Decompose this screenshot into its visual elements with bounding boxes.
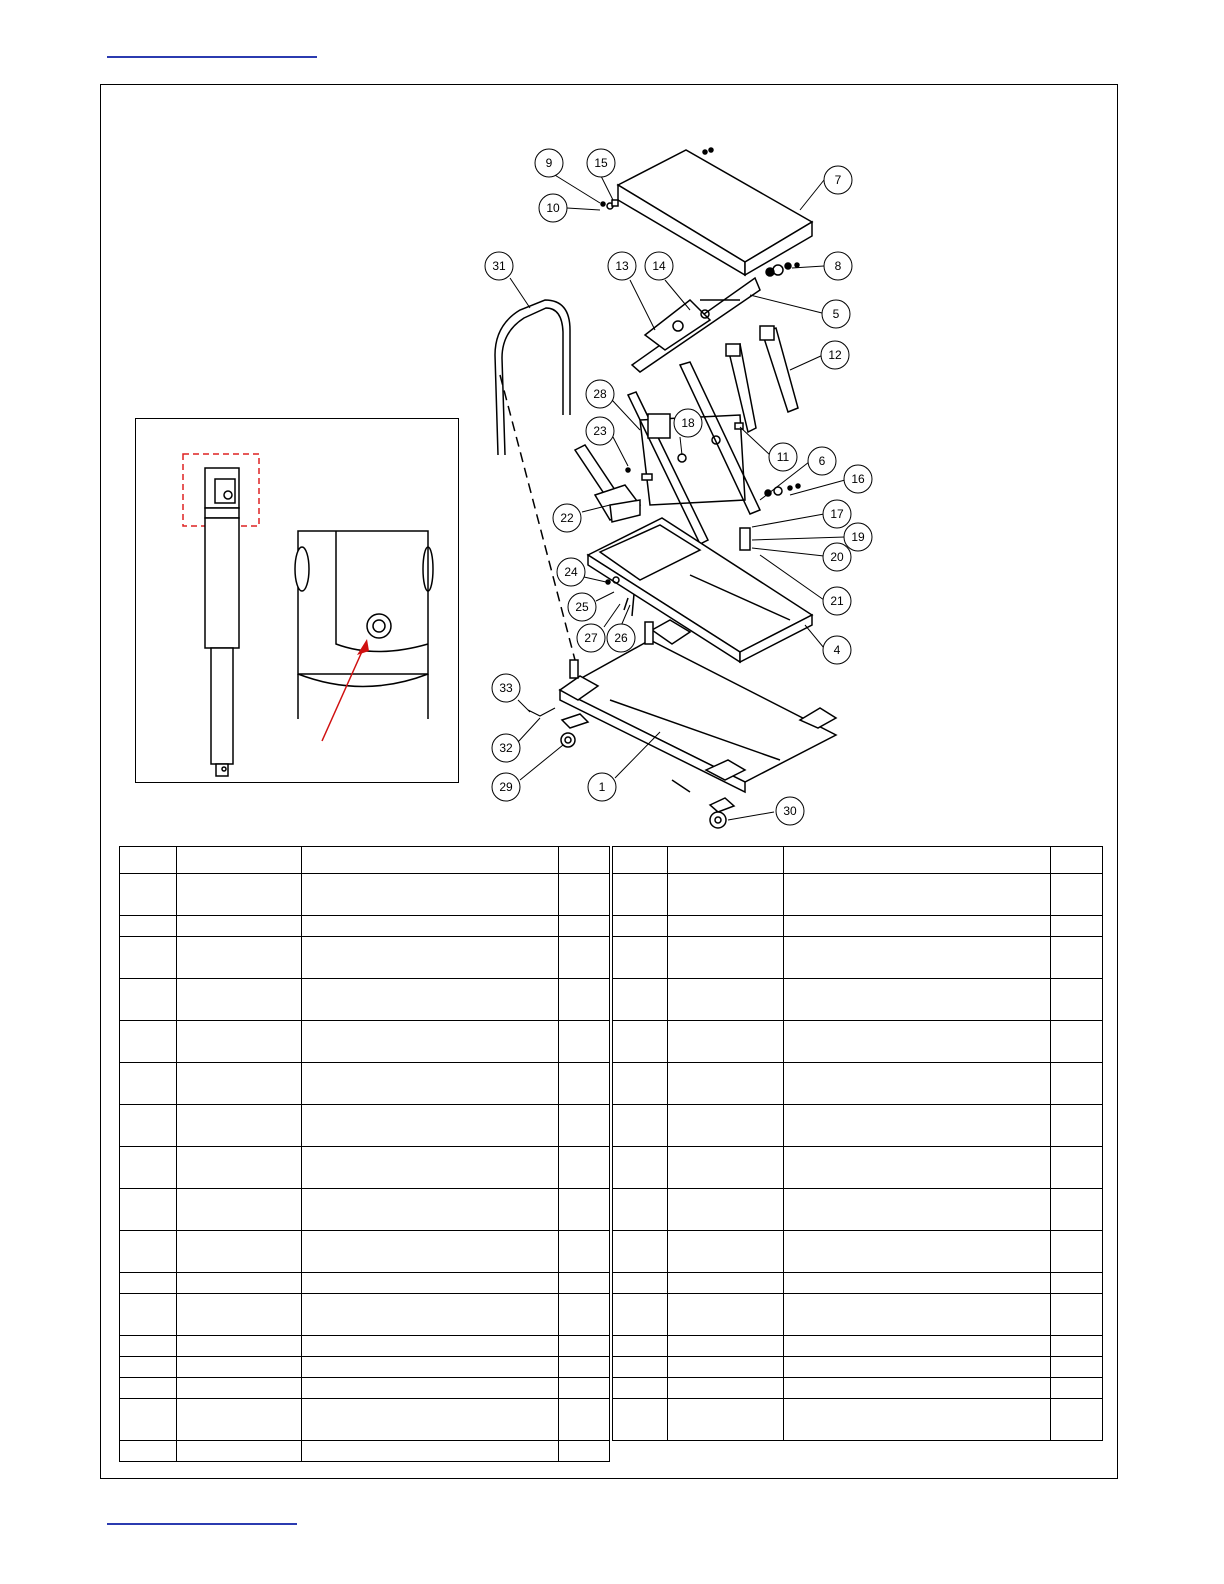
table-cell [559,916,610,937]
callout-number: 19 [851,530,865,544]
callout-number: 7 [834,173,842,187]
table-row [613,1021,1103,1063]
table-cell [784,1378,1051,1399]
callout-number: 33 [499,681,513,695]
callout-number: 8 [834,259,842,273]
callout-number: 6 [818,454,826,468]
callout-5 [822,300,850,328]
table-cell [559,1441,610,1462]
table-cell [120,1021,177,1063]
table-cell [613,1399,668,1441]
table-cell [302,916,559,937]
table-cell [177,937,302,979]
table-row [613,1063,1103,1105]
table-cell [613,1063,668,1105]
table-cell [559,1378,610,1399]
table-cell [302,1336,559,1357]
table-cell [120,1336,177,1357]
table-row [120,1336,610,1357]
table-cell [177,847,302,874]
table-row [120,1105,610,1147]
table-row [120,1294,610,1336]
table-row [613,1294,1103,1336]
callout-30 [776,797,804,825]
table-cell [784,1336,1051,1357]
table-cell [302,1147,559,1189]
table-cell [1051,1273,1103,1294]
callout-23 [586,417,614,445]
table-cell [302,1441,559,1462]
table-cell [559,1336,610,1357]
table-cell [559,1357,610,1378]
table-cell [784,847,1051,874]
table-cell [120,1273,177,1294]
callout-number: 23 [593,424,607,438]
table-cell [120,874,177,916]
table-cell [613,916,668,937]
table-cell [1051,1336,1103,1357]
table-cell [668,979,784,1021]
callout-number: 12 [828,348,842,362]
table-cell [559,937,610,979]
table-cell [559,1063,610,1105]
table-row [120,1378,610,1399]
table-cell [613,847,668,874]
callout-number: 32 [499,741,513,755]
table-cell [177,1441,302,1462]
table-cell [177,1147,302,1189]
callout-15 [587,149,615,177]
callout-12 [821,341,849,369]
table-row [120,916,610,937]
callout-4 [823,636,851,664]
callout-number: 14 [652,259,666,273]
table-cell [177,1294,302,1336]
table-cell [613,1105,668,1147]
table-row [613,1357,1103,1378]
callout-number: 16 [851,472,865,486]
table-cell [177,874,302,916]
table-cell [302,874,559,916]
callout-number: 31 [492,259,506,273]
table-cell [668,1378,784,1399]
table-cell [1051,1378,1103,1399]
table-cell [177,916,302,937]
table-cell [668,847,784,874]
table-cell [302,1021,559,1063]
table-cell [177,1378,302,1399]
table-row [120,1189,610,1231]
table-cell [559,1294,610,1336]
callout-number: 28 [593,387,607,401]
callout-number: 10 [546,201,560,215]
callout-1 [588,773,616,801]
table-cell [1051,1021,1103,1063]
callout-20 [823,543,851,571]
table-cell [177,1189,302,1231]
callout-29 [492,773,520,801]
table-cell [1051,979,1103,1021]
table-cell [613,874,668,916]
table-cell [302,1105,559,1147]
table-cell [559,1021,610,1063]
callout-18 [674,409,702,437]
table-cell [668,1105,784,1147]
table-cell [1051,1063,1103,1105]
table-cell [668,1357,784,1378]
table-cell [120,1105,177,1147]
callout-25 [568,593,596,621]
table-row [613,1105,1103,1147]
callout-8 [824,252,852,280]
table-cell [120,1357,177,1378]
table-row [613,1189,1103,1231]
table-cell [559,1189,610,1231]
table-cell [784,1273,1051,1294]
table-row [120,1021,610,1063]
table-cell [668,1189,784,1231]
table-cell [784,979,1051,1021]
table-cell [613,1294,668,1336]
table-cell [120,1147,177,1189]
detail-inset [135,418,459,783]
table-cell [120,1441,177,1462]
callout-26 [607,624,635,652]
callout-number: 17 [830,507,844,521]
callout-27 [577,624,605,652]
footer-link-underline[interactable] [107,1523,297,1525]
part-hydraulic-cylinders [726,326,798,432]
callout-number: 22 [560,511,574,525]
table-cell [613,1378,668,1399]
callout-16 [844,465,872,493]
table-row [613,1273,1103,1294]
callout-6 [808,447,836,475]
callout-number: 27 [584,631,598,645]
table-cell [177,979,302,1021]
table-cell [784,1189,1051,1231]
table-row [613,1378,1103,1399]
table-cell [177,1231,302,1273]
table-cell [302,1357,559,1378]
table-cell [668,874,784,916]
table-cell [120,979,177,1021]
table-cell [668,1273,784,1294]
table-cell [613,979,668,1021]
table-cell [120,1378,177,1399]
table-cell [177,1399,302,1441]
callout-9 [535,149,563,177]
table-row [120,1441,610,1462]
callout-number: 1 [598,780,606,794]
callout-22 [553,504,581,532]
table-row [120,1273,610,1294]
table-cell [613,1189,668,1231]
table-cell [668,1147,784,1189]
callout-17 [823,500,851,528]
table-row [120,1231,610,1273]
table-cell [177,1063,302,1105]
table-cell [784,937,1051,979]
callout-28 [586,380,614,408]
table-cell [613,1231,668,1273]
table-cell [177,1105,302,1147]
table-cell [1051,1399,1103,1441]
table-cell [177,1021,302,1063]
table-cell [302,1294,559,1336]
table-cell [559,1399,610,1441]
table-row [120,1147,610,1189]
callout-number: 18 [681,416,695,430]
table-row [120,937,610,979]
part-table-top [618,148,812,275]
table-row [613,1399,1103,1441]
callout-number: 11 [776,450,790,464]
callout-10 [539,194,567,222]
table-cell [1051,874,1103,916]
table-cell [177,1357,302,1378]
table-cell [559,979,610,1021]
table-cell [120,1189,177,1231]
table-cell [784,1294,1051,1336]
table-cell [784,1063,1051,1105]
table-cell [302,1399,559,1441]
callout-number: 24 [564,565,578,579]
callout-31 [485,252,513,280]
table-cell [668,916,784,937]
table-cell [668,1021,784,1063]
table-cell [559,1273,610,1294]
table-cell [613,1273,668,1294]
table-row [613,847,1103,874]
table-cell [613,937,668,979]
table-row [613,1147,1103,1189]
callout-21 [823,587,851,615]
callout-11 [769,443,797,471]
callout-13 [608,252,636,280]
table-cell [559,1147,610,1189]
table-cell [120,1063,177,1105]
table-cell [784,916,1051,937]
table-cell [613,1357,668,1378]
table-cell [302,1273,559,1294]
callout-number: 13 [615,259,629,273]
table-cell [1051,1294,1103,1336]
parts-table-right [612,846,1103,1441]
table-row [120,874,610,916]
table-cell [784,1357,1051,1378]
table-cell [302,1231,559,1273]
table-cell [784,1021,1051,1063]
table-cell [302,1063,559,1105]
callout-number: 20 [830,550,844,564]
table-cell [302,1378,559,1399]
table-row [120,1063,610,1105]
table-cell [120,1231,177,1273]
table-cell [1051,1189,1103,1231]
table-cell [1051,1357,1103,1378]
callout-24 [557,558,585,586]
table-cell [120,916,177,937]
callout-number: 25 [575,600,589,614]
table-row [613,874,1103,916]
table-cell [613,1021,668,1063]
callout-32 [492,734,520,762]
table-row [120,847,610,874]
callout-33 [492,674,520,702]
callout-number: 30 [783,804,797,818]
table-cell [1051,847,1103,874]
table-cell [177,1336,302,1357]
table-cell [559,1231,610,1273]
table-cell [302,979,559,1021]
table-row [120,979,610,1021]
table-cell [1051,1147,1103,1189]
callout-number: 9 [545,156,553,170]
table-row [120,1357,610,1378]
table-cell [784,1231,1051,1273]
callout-number: 29 [499,780,513,794]
table-cell [784,1399,1051,1441]
pointer-arrow [136,419,460,784]
table-cell [302,847,559,874]
table-cell [668,1231,784,1273]
table-cell [120,1399,177,1441]
parts-table-left [119,846,610,1462]
callout-14 [645,252,673,280]
table-cell [784,1147,1051,1189]
table-cell [1051,1105,1103,1147]
table-cell [784,874,1051,916]
part-handle [495,300,575,660]
callout-number: 26 [614,631,628,645]
callout-number: 15 [594,156,608,170]
table-cell [668,1399,784,1441]
callout-number: 5 [832,307,840,321]
table-row [613,1336,1103,1357]
table-cell [1051,937,1103,979]
table-cell [1051,1231,1103,1273]
table-row [613,1231,1103,1273]
callout-19 [844,523,872,551]
table-cell [784,1105,1051,1147]
callout-7 [824,166,852,194]
table-row [120,1399,610,1441]
table-cell [613,1147,668,1189]
table-cell [559,847,610,874]
table-row [613,979,1103,1021]
table-row [613,916,1103,937]
table-cell [668,937,784,979]
table-cell [120,937,177,979]
table-row [613,937,1103,979]
table-cell [1051,916,1103,937]
table-cell [559,1105,610,1147]
table-cell [668,1063,784,1105]
callout-number: 21 [830,594,844,608]
table-cell [613,1336,668,1357]
table-cell [177,1273,302,1294]
table-cell [668,1294,784,1336]
part-pump-assembly [575,445,686,522]
table-cell [302,1189,559,1231]
table-cell [120,847,177,874]
callout-number: 4 [833,643,841,657]
table-cell [120,1294,177,1336]
table-cell [559,874,610,916]
table-cell [302,937,559,979]
table-cell [668,1336,784,1357]
